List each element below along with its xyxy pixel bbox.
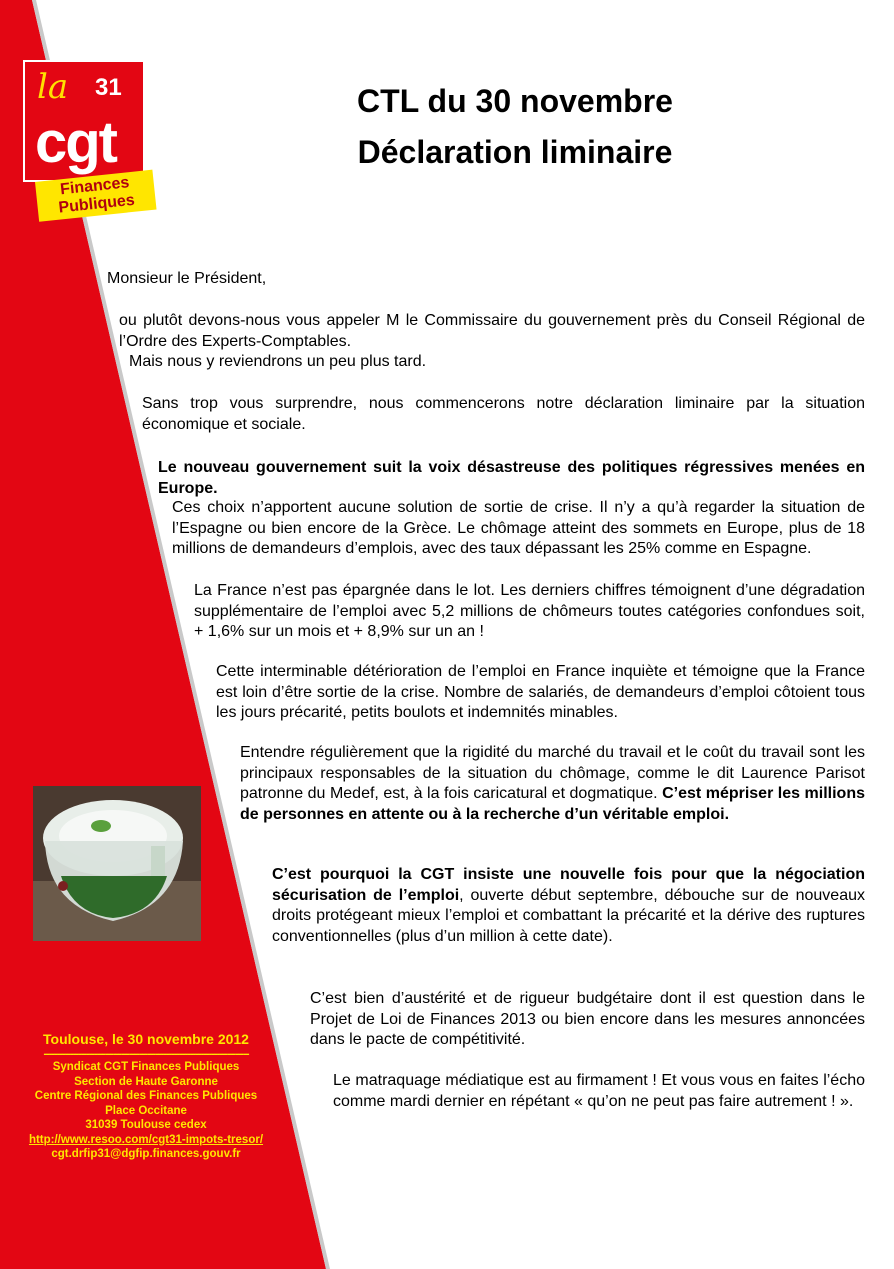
paragraph-9: Le matraquage médiatique est au firmament ! Et vous vous en faites l’écho comme mardi dernier en répétant « qu’on ne peut pas faire autrement ! ».	[333, 1072, 865, 1110]
footer-line-place: Place Occitane	[105, 1104, 187, 1117]
logo-la: la	[37, 67, 69, 107]
footer-date: Toulouse, le 30 novembre 2012	[43, 1031, 249, 1047]
footer-website-link[interactable]: http://www.resoo.com/cgt31-impots-tresor/	[28, 1133, 264, 1146]
paragraph-4: La France n’est pas épargnée dans le lot. Les derniers chiffres témoignent d’une dégradation supplémentaire de l’emploi avec 5,2 millions de chômeurs toutes catégories confondues soit, + 1,6% sur un mois et + 8,9% sur un an !	[194, 582, 865, 640]
footer-contact	[20, 1030, 272, 1162]
footer-line-syndicat: Syndicat CGT Finances Publiques	[52, 1061, 240, 1073]
footer-separator: -----------------------------------------------------------------------------	[43, 1048, 249, 1060]
footer-line-postal: 31039 Toulouse cedex	[85, 1119, 207, 1131]
footer-email-link[interactable]: cgt.drfip31@dgfip.finances.gouv.fr	[51, 1148, 241, 1160]
paragraph-3-heading: Le nouveau gouvernement suit la voix désastreuse des politiques régressives menées en Europe.	[158, 459, 865, 497]
paragraph-1: ou plutôt devons-nous vous appeler M le Commissaire du gouvernement près du Conseil Régional de l’Ordre des Experts-Comptables.	[119, 312, 865, 350]
paragraph-5: Cette interminable détérioration de l’emploi en France inquiète et témoigne que la France est loin d’être sortie de la crise. Nombre de salariés, de demandeurs d’emploi côtoient tous les jours précarité, petits boulots et indemnités minables.	[216, 663, 865, 721]
salad-spinner-photo	[33, 786, 201, 941]
paragraph-6: Entendre régulièrement que la rigidité du marché du travail et le coût du travail sont les principaux responsables de la situation du chômage, comme le dit Laurence Parisot patronne du Medef, est, à la fois caricatural et dogmatique. C’est mépriser les millions de personnes en attente ou à la recherche d’un véritable emploi.	[240, 744, 865, 823]
cgt-logo	[23, 60, 150, 222]
footer-line-section: Section de Haute Garonne	[74, 1075, 218, 1088]
paragraph-2: Sans trop vous surprendre, nous commencerons notre déclaration liminaire par la situation économique et sociale.	[142, 395, 865, 433]
paragraph-1b: Mais nous y reviendrons un peu plus tard.	[129, 353, 427, 370]
logo-finances-publiques: Finances Publiques	[35, 170, 157, 222]
logo-cgt: cgt	[35, 110, 116, 175]
logo-number: 31	[95, 74, 122, 101]
page-title-line2: Déclaration liminaire	[357, 134, 673, 170]
paragraph-3: Ces choix n’apportent aucune solution de sortie de crise. Il n’y a qu’à regarder la situation de l’Espagne ou bien encore de la Grèce. Le chômage atteint des sommets en Europe, plus de 18 millions de demandeurs d’emplois, avec des taux dépassant les 25% comme en Espagne.	[172, 499, 865, 557]
paragraph-8: C’est bien d’austérité et de rigueur budgétaire dont il est question dans le Projet de Loi de Finances 2013 ou bien encore dans les mesures annoncées dans le pacte de compétitivité.	[310, 990, 865, 1048]
paragraph-7: C’est pourquoi la CGT insiste une nouvelle fois pour que la négociation sécurisation de l’emploi, ouverte début septembre, débouche sur de nouveaux droits protégeant mieux l’emploi et combattant la précarité et la dérive des ruptures conventionnelles (plus d’un million à cette date).	[272, 866, 865, 945]
salutation: Monsieur le Président,	[107, 270, 267, 287]
footer-line-centre: Centre Régional des Finances Publiques	[34, 1090, 258, 1102]
page-title-line1: CTL du 30 novembre	[357, 83, 673, 119]
